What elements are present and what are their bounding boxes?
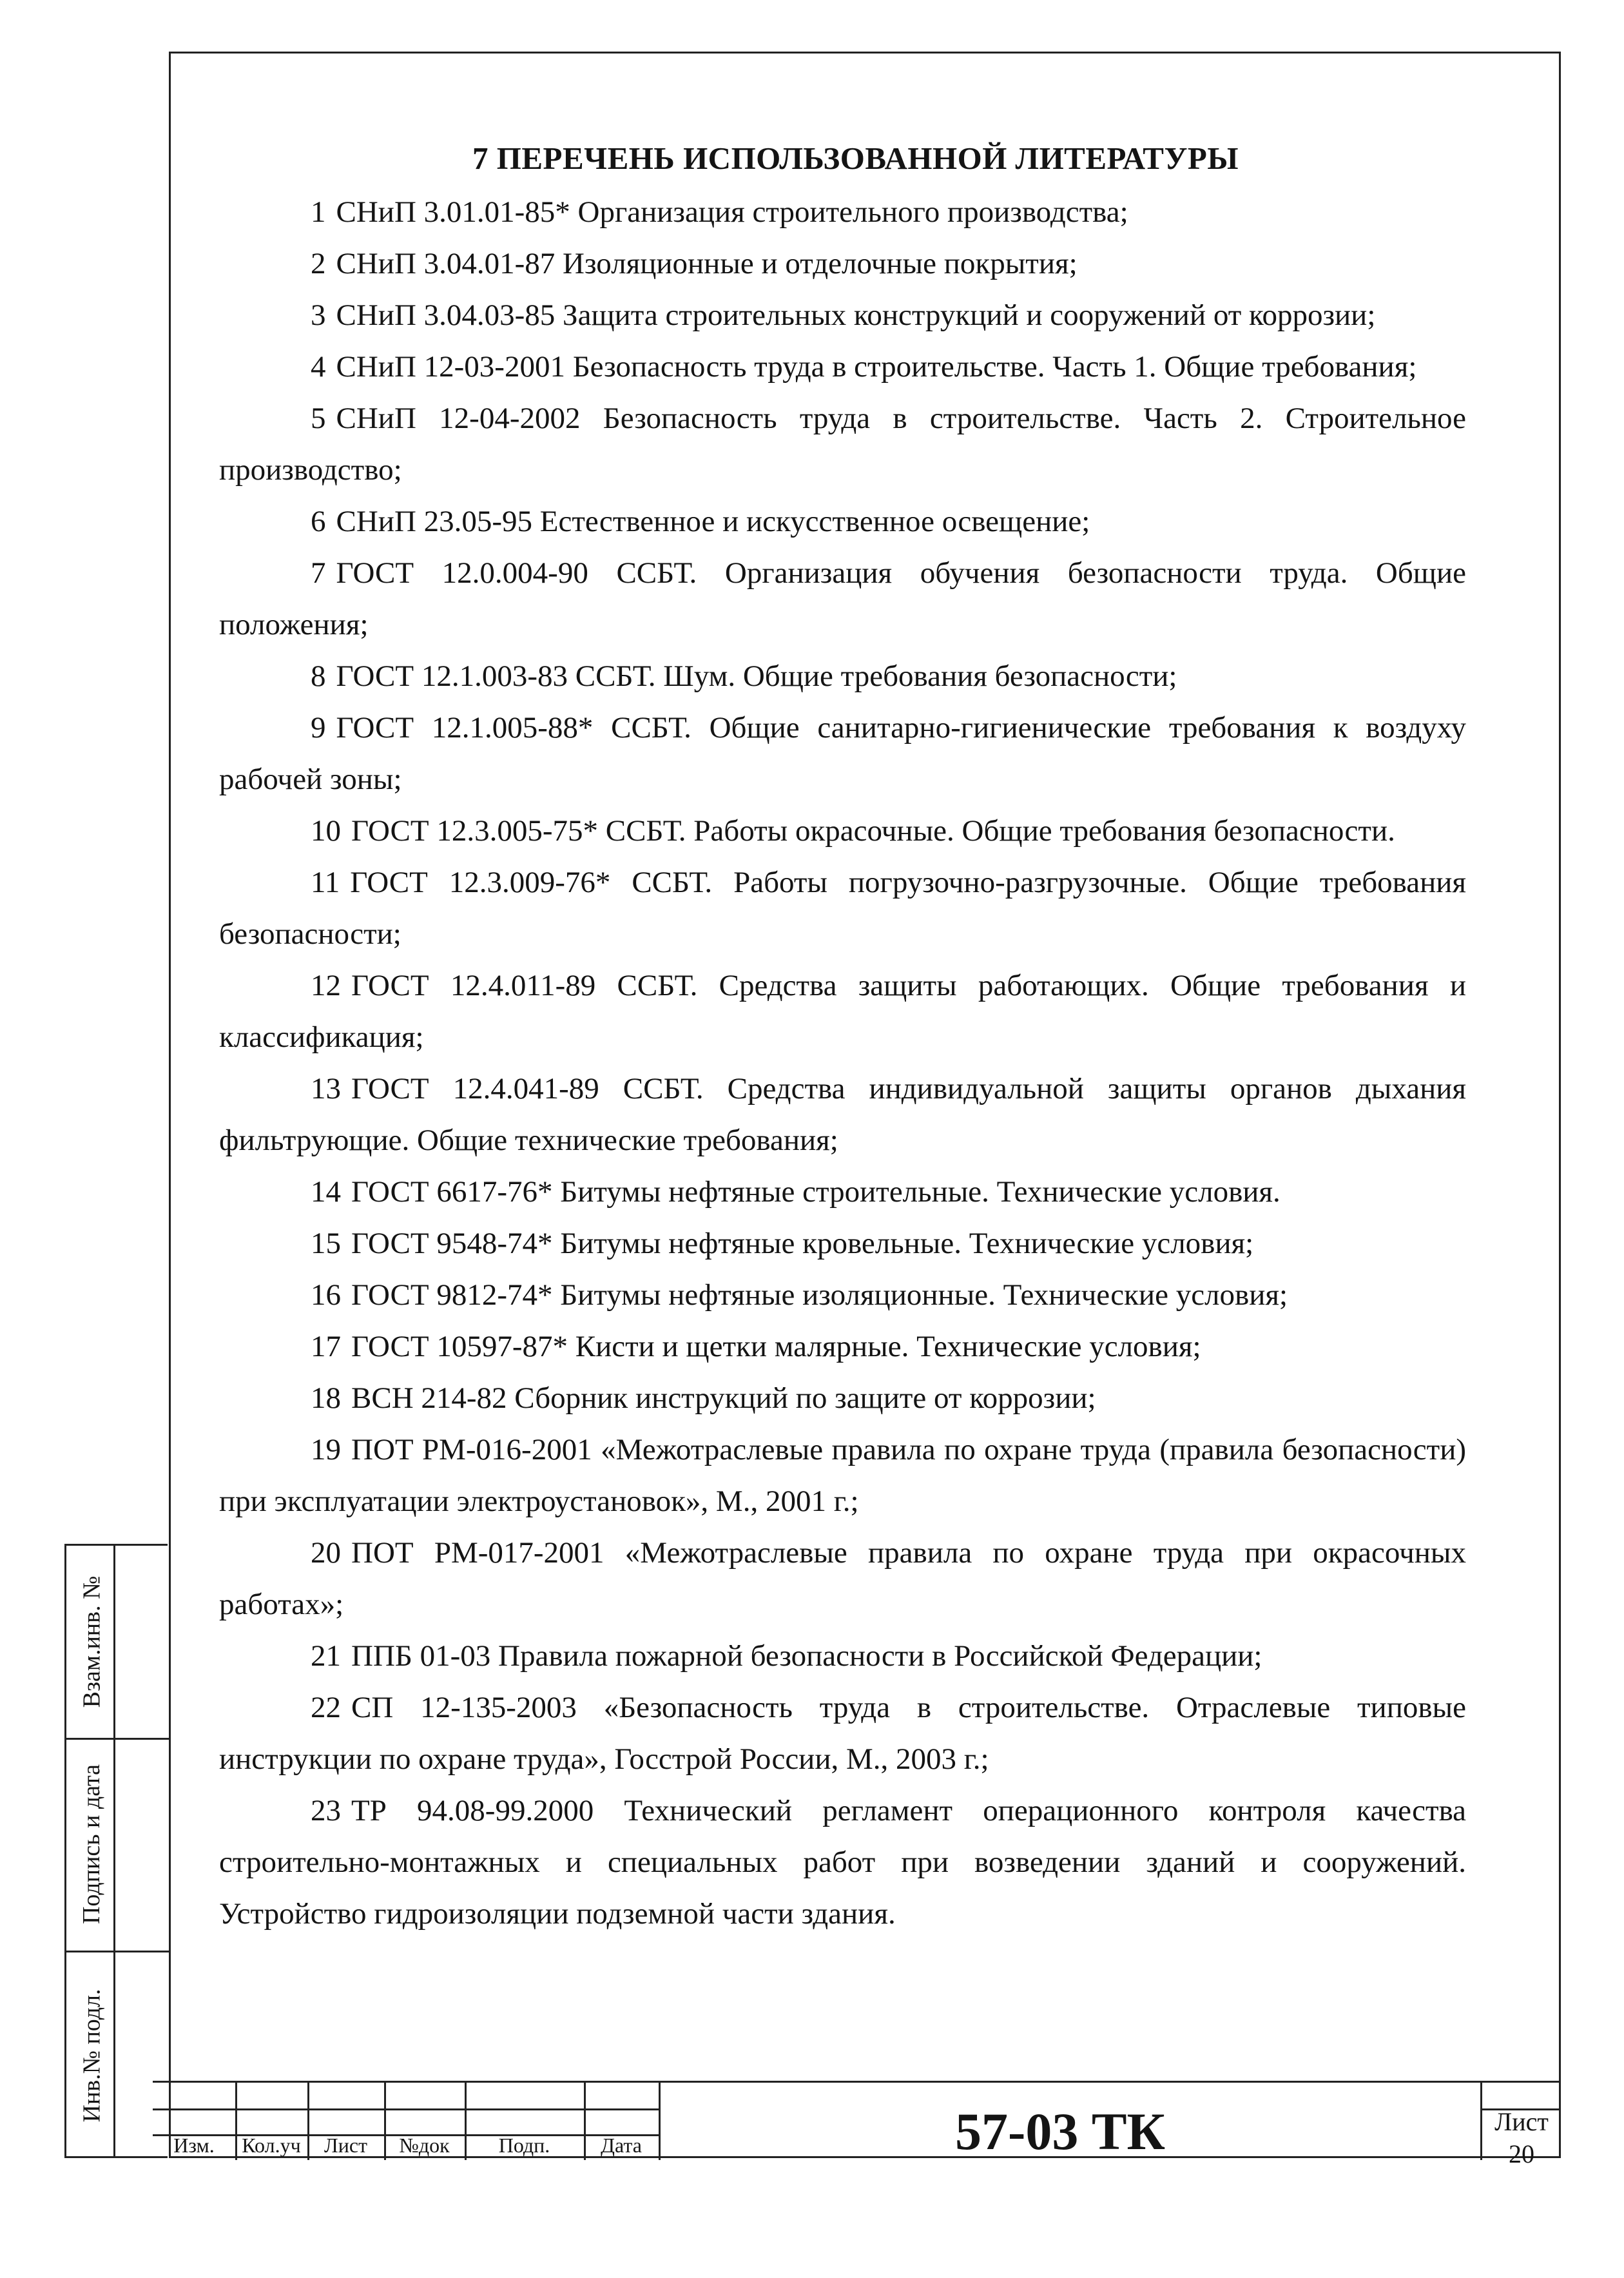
reference-number: 19 [311,1433,341,1466]
reference-text: ГОСТ 10597-87* Кисти и щетки малярные. Технические условия; [351,1330,1201,1363]
reference-item [219,289,1466,341]
reference-text: ГОСТ 9812-74* Битумы нефтяные изоляционные. Технические условия; [351,1278,1288,1312]
reference-item [219,805,1466,857]
reference-item [219,341,1466,393]
reference-text: ГОСТ 12.3.009-76* ССБТ. Работы погрузочно-разгрузочные. Общие требования безопасности; [219,866,1466,951]
reference-text: ПОТ РМ-017-2001 «Межотраслевые правила по охране труда при окрасочных работах»; [219,1536,1466,1621]
col-label-change: Изм. [173,2134,215,2157]
reference-number: 21 [311,1639,341,1673]
reference-text: ГОСТ 12.0.004-90 ССБТ. Организация обучения безопасности труда. Общие положения; [219,556,1466,641]
reference-item [219,186,1466,238]
reference-number: 11 [311,866,340,899]
replaced-inventory-label: Взам.инв. № [78,1575,106,1708]
reference-item [219,1269,1466,1321]
col-label-count: Кол.уч [242,2134,301,2157]
side-table-divider [113,1546,115,2156]
document-code: 57-03 ТК [955,2102,1165,2161]
reference-text: ГОСТ 12.4.041-89 ССБТ. Средства индивидуальной защиты органов дыхания фильтрующие. Общие технические требования; [219,1072,1466,1157]
reference-number: 13 [311,1072,341,1105]
reference-number: 22 [311,1691,341,1724]
signature-date-label: Подпись и дата [78,1764,106,1925]
reference-number: 2 [311,247,326,280]
reference-number: 4 [311,350,326,384]
col-label-sheet: Лист [324,2134,367,2157]
reference-text: СП 12-135-2003 «Безопасность труда в строительстве. Отраслевые типовые инструкции по охране труда», Госстрой России, М., 2003 г.; [219,1691,1466,1776]
reference-number: 23 [311,1794,341,1827]
reference-number: 7 [311,556,326,590]
reference-number: 6 [311,505,326,538]
reference-number: 10 [311,814,341,848]
col-label-docnum: №док [399,2134,450,2157]
reference-number: 17 [311,1330,341,1363]
reference-text: СНиП 12-04-2002 Безопасность труда в строительстве. Часть 2. Строительное производство; [219,402,1466,487]
reference-number: 16 [311,1278,341,1312]
reference-text: СНиП 3.01.01-85* Организация строительного производства; [336,195,1128,229]
reference-item [219,1630,1466,1682]
reference-number: 20 [311,1536,341,1570]
section-title: 7 ПЕРЕЧЕНЬ ИСПОЛЬЗОВАННОЙ ЛИТЕРАТУРЫ [472,141,1239,176]
reference-item [219,393,1466,496]
reference-text: СНиП 12-03-2001 Безопасность труда в строительстве. Часть 1. Общие требования; [336,350,1417,384]
document-content [219,132,1466,1940]
reference-item [219,1321,1466,1372]
reference-item [219,1785,1466,1940]
reference-text: ГОСТ 12.1.003-83 ССБТ. Шум. Общие требования безопасности; [336,659,1177,693]
reference-text: СНиП 23.05-95 Естественное и искусственное освещение; [336,505,1090,538]
reference-number: 18 [311,1381,341,1415]
side-approval-table [64,1544,168,2158]
reference-number: 3 [311,298,326,332]
reference-text: ТР 94.08-99.2000 Технический регламент операционного контроля качества строительно-монтажных и специальных работ при возведении зданий и сооружений. Устройство гидроизоляции подземной части здания. [219,1794,1466,1931]
reference-number: 1 [311,195,326,229]
reference-text: ГОСТ 12.3.005-75* ССБТ. Работы окрасочные. Общие требования безопасности. [351,814,1395,848]
reference-text: ГОСТ 6617-76* Битумы нефтяные строительные. Технические условия. [351,1175,1281,1209]
reference-item [219,1682,1466,1785]
reference-item [219,960,1466,1063]
reference-number: 5 [311,402,326,435]
reference-item [219,1424,1466,1527]
sheet-label: Лист [1494,2107,1549,2136]
col-label-signature: Подп. [498,2134,550,2157]
reference-item [219,1063,1466,1166]
sheet-number: 20 [1509,2139,1534,2168]
reference-number: 9 [311,711,326,745]
reference-text: СНиП 3.04.01-87 Изоляционные и отделочные покрытия; [336,247,1078,280]
reference-text: ГОСТ 12.4.011-89 ССБТ. Средства защиты работающих. Общие требования и классификация; [219,969,1466,1054]
reference-number: 14 [311,1175,341,1209]
reference-item [219,857,1466,960]
reference-item [219,238,1466,289]
reference-text: ВСН 214-82 Сборник инструкций по защите от коррозии; [351,1381,1096,1415]
reference-item [219,1372,1466,1424]
reference-number: 15 [311,1227,341,1260]
reference-item [219,702,1466,805]
reference-item [219,547,1466,650]
reference-item [219,496,1466,547]
reference-item [219,1166,1466,1218]
col-label-date: Дата [601,2134,642,2157]
reference-list [219,186,1466,1940]
reference-text: ПОТ РМ-016-2001 «Межотраслевые правила по охране труда (правила безопасности) при эксплуатации электроустановок», М., 2001 г.; [219,1433,1466,1518]
reference-number: 8 [311,659,326,693]
reference-text: ППБ 01-03 Правила пожарной безопасности в Российской Федерации; [351,1639,1262,1673]
original-inventory-label: Инв.№ подл. [78,1988,106,2123]
reference-text: ГОСТ 12.1.005-88* ССБТ. Общие санитарно-гигиенические требования к воздуху рабочей зоны; [219,711,1466,796]
reference-text: СНиП 3.04.03-85 Защита строительных конструкций и сооружений от коррозии; [336,298,1376,332]
title-block-row-line [153,2108,659,2110]
reference-text: ГОСТ 9548-74* Битумы нефтяные кровельные. Технические условия; [351,1227,1254,1260]
reference-item [219,1527,1466,1630]
reference-item [219,650,1466,702]
reference-item [219,1218,1466,1269]
reference-number: 12 [311,969,341,1002]
